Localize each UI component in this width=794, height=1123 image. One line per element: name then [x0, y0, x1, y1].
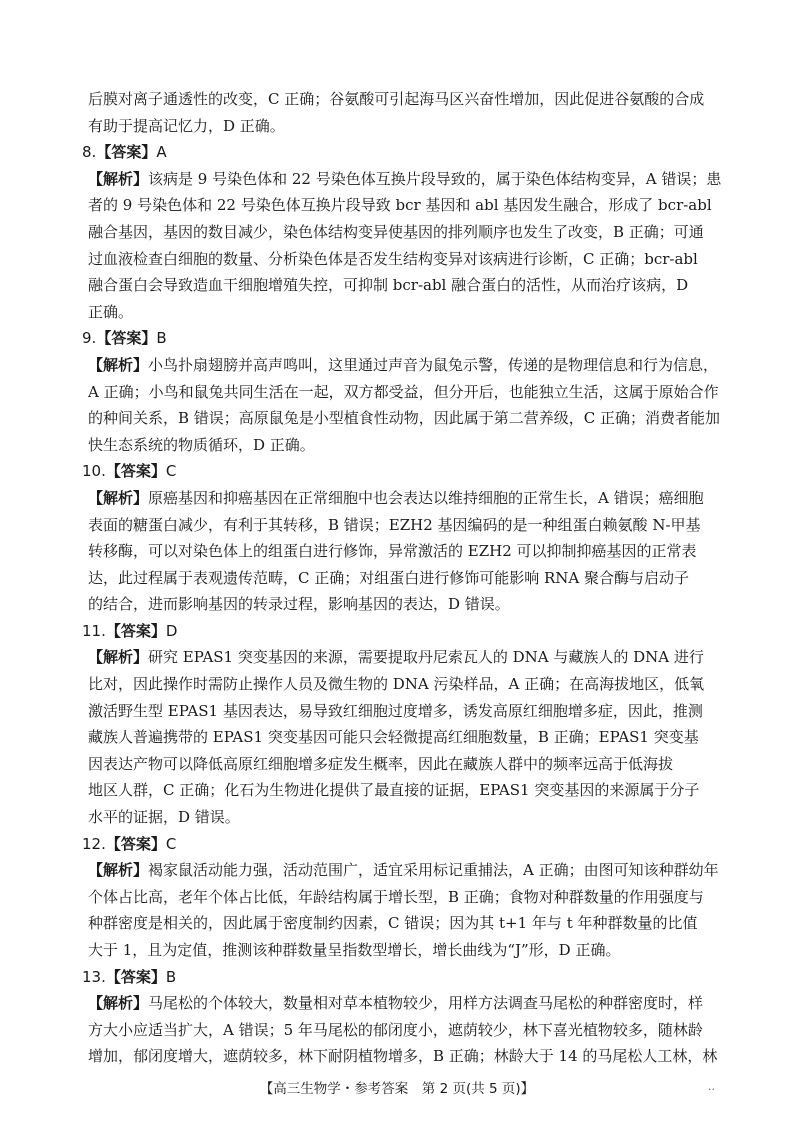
explanation-line	[88, 485, 728, 512]
answer-choice: A	[156, 143, 167, 162]
corner-mark: ..	[708, 1080, 715, 1093]
body-text-line: 大于 1，且为定值，推测该种群数量呈指数型增长，增长曲线为“J”形，D 正确。	[88, 941, 621, 959]
question-number: 13.	[82, 967, 106, 986]
body-text-line: 的结合，进而影响基因的转录过程，影响基因的表达，D 错误。	[88, 595, 510, 614]
body-text-line: 融合基因，基因的数目减少，染色体结构变异使基因的排列顺序也发生了改变，B 正确；可通	[88, 222, 704, 241]
question-number: 12.	[82, 834, 106, 853]
explanation-label: 【解析】	[88, 861, 149, 880]
explanation-label: 【解析】	[88, 994, 149, 1013]
body-text-line: 藏族人普遍携带的 EPAS1 突变基因可能只会轻微提高红细胞数量，B 正确；EPAS1 突变基	[88, 728, 699, 747]
answer-heading	[82, 458, 728, 485]
answer-choice: D	[165, 621, 178, 640]
explanation-label: 【解析】	[88, 488, 149, 507]
question-number: 10.	[82, 462, 106, 481]
body-text-line: 地区人群，C 正确；化石为生物进化提供了最直接的证据，EPAS1 突变基因的来源属于分子	[88, 781, 700, 800]
answer-heading	[82, 831, 728, 858]
answer-choice: C	[165, 834, 177, 853]
explanation-text: 小鸟扑扇翅膀并高声鸣叫，这里通过声音为鼠兔示警，传递的是物理信息和行为信息，	[148, 355, 719, 374]
body-text-line: 种群密度是相关的，因此属于密度制约因素，C 错误；因为其 t+1 年与 t 年种群数量的比值	[88, 914, 698, 933]
body-text-line: 融合蛋白会导致造血干细胞增殖失控，可抑制 bcr-abl 融合蛋白的活性，从而治疗该病，D	[88, 276, 689, 295]
answer-label: 【答案】	[105, 967, 166, 986]
body-text-line: 因表达产物可以降低高原红细胞增多症发生概率，因此在藏族人群中的频率远高于低海拔	[88, 754, 674, 773]
body-text-line: 正确。	[88, 302, 134, 321]
answer-heading	[82, 325, 728, 352]
question-number: 11.	[82, 621, 106, 640]
answer-heading	[82, 964, 728, 991]
answer-label: 【答案】	[96, 143, 157, 162]
explanation-line	[88, 166, 728, 193]
answer-choice: C	[165, 462, 177, 481]
explanation-line	[88, 857, 728, 884]
body-text-line: 比对，因此操作时需防止操作人员及微生物的 DNA 污染样品，A 正确；在高海拔地区，低氧	[88, 675, 705, 694]
body-text-line: 达，此过程属于表观遗传范畴，C 正确；对组蛋白进行修饰可能影响 RNA 聚合酶与启动子	[88, 568, 690, 587]
page-footer: 【高三生物学・参考答案 第 2 页(共 5 页)】	[259, 1081, 535, 1097]
answer-heading	[82, 618, 728, 645]
body-text-line: 快生态系统的物质循环，D 正确。	[88, 435, 315, 454]
answer-heading	[82, 139, 728, 166]
body-text-line: 个体占比高，老年个体占比低，年龄结构属于增长型，B 正确；食物对种群数量的作用强度与	[88, 887, 704, 906]
explanation-text: 该病是 9 号染色体和 22 号染色体互换片段导致的，属于染色体结构变异，A 错误；患	[148, 169, 722, 188]
answer-label: 【答案】	[96, 329, 157, 348]
explanation-text: 原癌基因和抑癌基因在正常细胞中也会表达以维持细胞的正常生长，A 错误；癌细胞	[148, 488, 704, 507]
explanation-line	[88, 644, 728, 671]
body-text-line: A 正确；小鸟和鼠兔共同生活在一起，双方都受益，但分开后，也能独立生活，这属于原始合作	[88, 382, 719, 401]
answer-choice: B	[165, 967, 177, 986]
answer-label: 【答案】	[105, 462, 166, 481]
body-text-line: 后膜对离子通透性的改变，C 正确；谷氨酸可引起海马区兴奋性增加，因此促进谷氨酸的合成	[88, 90, 705, 108]
question-number: 8.	[82, 143, 97, 162]
explanation-label: 【解析】	[88, 169, 149, 188]
body-text-line: 转移酶，可以对染色体上的组蛋白进行修饰，异常激活的 EZH2 可以抑制抑癌基因的正常表	[88, 542, 697, 561]
body-text-line: 有助于提高记忆力，D 正确。	[88, 116, 285, 135]
body-text-line: 过血液检查白细胞的数量、分析染色体是否发生结构变异对该病进行诊断，C 正确；bcr-abl	[88, 249, 698, 268]
explanation-label: 【解析】	[88, 648, 149, 667]
explanation-line	[88, 990, 728, 1017]
body-text-line: 增加，郁闭度增大，遮荫较多，林下耐阴植物增多，B 正确；林龄大于 14 的马尾松人工林，林	[88, 1047, 718, 1066]
explanation-text: 马尾松的个体较大，数量相对草本植物较少，用样方法调查马尾松的种群密度时，样	[148, 994, 704, 1013]
explanation-text: 褐家鼠活动能力强，活动范围广，适宜采用标记重捕法，A 正确；由图可知该种群幼年	[148, 861, 719, 880]
body-text-line: 者的 9 号染色体和 22 号染色体互换片段导致 bcr 基因和 abl 基因发生融合，形成了 bcr-abl	[88, 196, 712, 215]
answer-label: 【答案】	[105, 621, 166, 640]
body-text-line: 的种间关系，B 错误；高原鼠兔是小型植食性动物，因此属于第二营养级，C 正确；消费者能加	[88, 409, 721, 428]
explanation-label: 【解析】	[88, 355, 149, 374]
explanation-text: 研究 EPAS1 突变基因的来源，需要提取丹尼索瓦人的 DNA 与藏族人的 DNA 进行	[148, 648, 704, 667]
answer-label: 【答案】	[105, 834, 166, 853]
body-text-line: 激活野生型 EPAS1 基因表达，易导致红细胞过度增多，诱发高原红细胞增多症，因此，推测	[88, 701, 703, 720]
body-text-line: 水平的证据，D 错误。	[88, 808, 240, 827]
body-text-line: 表面的糖蛋白减少，有利于其转移，B 错误；EZH2 基因编码的是一种组蛋白赖氨酸 N-甲基	[88, 515, 701, 534]
question-number: 9.	[82, 329, 97, 348]
answer-content	[82, 86, 728, 1070]
body-text-line: 方大小应适当扩大，A 错误；5 年马尾松的郁闭度小，遮荫较少，林下喜光植物较多，随林龄	[88, 1020, 703, 1039]
answer-choice: B	[156, 329, 167, 348]
explanation-line	[88, 352, 728, 379]
